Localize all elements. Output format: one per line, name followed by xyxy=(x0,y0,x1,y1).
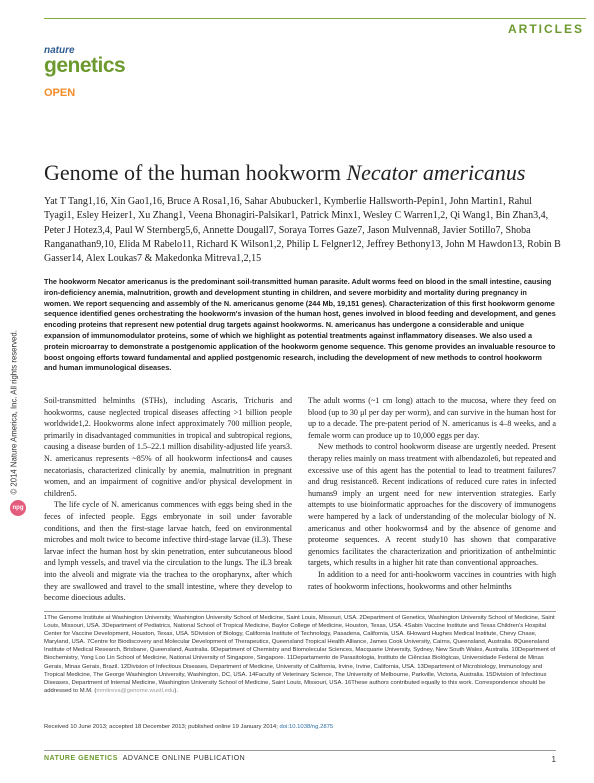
correspondence-email[interactable]: mmitreva@genome.wustl.edu xyxy=(96,687,175,694)
footer-publication: ADVANCE ONLINE PUBLICATION xyxy=(122,755,246,762)
body-paragraph: The life cycle of N. americanus commences with eggs being shed in the feces of infected people. Eggs embryonate in soil under favorable conditions, and then the first-stage larvae hatch, feed on environmental microbes and molt twice to become infective third-stage larvae (iL3). These larvae infect the human host by skin penetration, enter subcutaneous blood and lymph vessels, and travel via the circulation to the lungs. The iL3 break into the alveoli and migrate via the trachea to the oropharynx, after which they are swallowed and travel to the small intestine, where they develop to become dioecious adults. xyxy=(44,500,292,603)
body-column-left xyxy=(44,395,292,604)
body-paragraph: Soil-transmitted helminths (STHs), including Ascaris, Trichuris and hookworms, cause neglected tropical diseases affecting >1 billion people worldwide1,2. Hookworms alone infect approximately 700 million people, primarily in disadvantaged communities in tropical and subtropical regions, causing a disease burden of 1.5–22.1 million disability-adjusted life years3. N. americanus represents ~85% of all hookworm infections4 and causes necatoriasis, characterized clinically by anemia, malnutrition in pregnant women, and an impairment of cognitive and/or physical development in children5. xyxy=(44,396,292,498)
publication-dates xyxy=(44,724,556,730)
page-footer xyxy=(44,755,245,762)
affiliations xyxy=(44,614,556,695)
title-species: Necator americanus xyxy=(346,160,526,185)
copyright-notice: © 2014 Nature America, Inc. All rights reserved. xyxy=(9,330,19,495)
page-number: 1 xyxy=(551,755,556,764)
open-access-label: OPEN xyxy=(44,87,76,99)
body-column-right xyxy=(308,395,556,592)
doi-link[interactable]: doi:10.1038/ng.2875 xyxy=(279,724,334,730)
abstract: The hookworm Necator americanus is the predominant soil-transmitted human parasite. Adult worms feed on blood in the small intestine, causing iron-deficiency anemia, malnutrition, growth and development stunting in children, and severe morbidity and mortality during pregnancy in women. We report sequencing and assembly of the N. americanus genome (244 Mb, 19,151 genes). Characterization of this first hookworm genome sequence identified genes orchestrating the hookworm's invasion of the human host, genes involved in blood feeding and development, and genes encoding proteins that represent new potential drug targets against hookworms. N. americanus has undergone a considerable and unique expansion of immunomodulator proteins, some of which we highlight as potential treatments against inflammatory diseases. We also used a protein microarray to demonstrate a postgenomic application of the hookworm genome sequence. This genome provides an invaluable resource to boost ongoing efforts toward fundamental and applied postgenomic research, including the development of new methods to control hookworm and human immunological diseases. xyxy=(44,277,556,373)
logo-nature-text: nature xyxy=(44,45,75,56)
journal-logo[interactable] xyxy=(44,46,125,76)
header-rule xyxy=(44,18,586,19)
npg-logo-icon: npg xyxy=(10,500,26,516)
affiliations-text: 1The Genome Institute at Washington University, Washington University School of Medicine, Saint Louis, Missouri, USA. 2Department of Genetics, Washington University School of Medicine, Saint Louis, Missouri, USA. 3Department of Pediatrics, National School of Tropical Medicine, Baylor College of Medicine, Houston, Texas, USA. 4Sabin Vaccine Institute and Texas Children's Hospital Center for Vaccine Development, Houston, Texas, USA. 5Division of Biology, California Institute of Technology, Pasadena, California, USA. 6Howard Hughes Medical Institute, Chevy Chase, Maryland, USA. 7Centre for Biodiscovery and Molecular Development of Therapeutics, Queensland Tropical Health Alliance, James Cook University, Cairns, Queensland, Australia. 8Queensland Institute of Medical Research, Brisbane, Queensland, Australia. 9Department of Chemistry and Biomolecular Sciences, Macquarie University, Sydney, New South Wales, Australia. 10Department of Biochemistry, Yong Loo Lin School of Medicine, National University of Singapore, Singapore. 11Departamento de Parasitologia, Instituto de Ciências Biológicas, Universidade Federal de Minas Gerais, Minas Gerais, Brazil. 12Division of Infectious Diseases, Department of Medicine, University of California, Irvine, Irvine, California, USA. 13Department of Microbiology, Immunology and Tropical Medicine, The George Washington University, Washington, DC, USA. 14Faculty of Veterinary Science, The University of Melbourne, Parkville, Victoria, Australia. 15Division of Infectious Diseases, Department of Internal Medicine, Washington University School of Medicine, Saint Louis, Missouri, USA. 16These authors contributed equally to this work. Correspondence should be addressed to M.M. ( xyxy=(44,615,556,694)
affiliations-close: ). xyxy=(174,687,179,694)
article-title xyxy=(44,160,525,186)
footer-rule xyxy=(44,750,556,751)
affiliations-rule xyxy=(44,611,556,612)
received-text: Received 10 June 2013; accepted 18 December 2013; published online 19 January 2014; xyxy=(44,724,280,730)
author-list: Yat T Tang1,16, Xin Gao1,16, Bruce A Rosa1,16, Sahar Abubucker1, Kymberlie Hallsworth-Pepin1, John Martin1, Rahul Tyagi1, Esley Heizer1, Xu Zhang1, Veena Bhonagiri-Palsikar1, Patrick Minx1, Wesley C Warren1,2, Qi Wang1, Bin Zhan3,4, Peter J Hotez3,4, Paul W Sternberg5,6, Annette Dougall7, Soraya Torres Gaze7, Jason Mulvenna8, Javier Sotillo7, Shoba Ranganathan9,10, Elida M Rabelo11, Richard K Wilson1,2, Philip L Felgner12, Jeffrey Bethony13, John M Hawdon13, Robin B Gasser14, Alex Loukas7 & Makedonka Mitreva1,2,15 xyxy=(44,196,561,265)
body-paragraph: In addition to a need for anti-hookworm vaccines in countries with high rates of hookworm infections, hookworms and other helminths xyxy=(308,569,556,591)
body-paragraph: The adult worms (~1 cm long) attach to the mucosa, where they feed on blood (up to 30 μl per day per worm), and can survive in the human host for up to a decade. The pre-patent period of N. americanus is 4–8 weeks, and a female worm can produce up to 10,000 eggs per day. xyxy=(308,396,556,440)
logo-genetics-text: genetics xyxy=(44,54,126,77)
footer-journal: NATURE GENETICS xyxy=(44,755,118,762)
body-paragraph: New methods to control hookworm disease are urgently needed. Present therapy relies mainly on mass treatment with albendazole6, but repeated and excessive use of this agent has the potential to lead to treatment failures7 and drug resistance8. Recent indications of reduced cure rates in infected humans9 imply an urgent need for new intervention strategies. Early attempts to use bioinformatic approaches for the discovery of immunogens were hampered by a lack of understanding of the molecular biology of N. americanus and other hookworms4 and by the absence of genome and proteome sequences. A recent study10 has shown that comparative genomics facilitates the characterization and prioritization of anthelmintic targets, which results in a higher hit rate than conventional approaches. xyxy=(308,442,556,568)
section-label: ARTICLES xyxy=(508,22,584,36)
title-main: Genome of the human hookworm xyxy=(44,160,347,185)
